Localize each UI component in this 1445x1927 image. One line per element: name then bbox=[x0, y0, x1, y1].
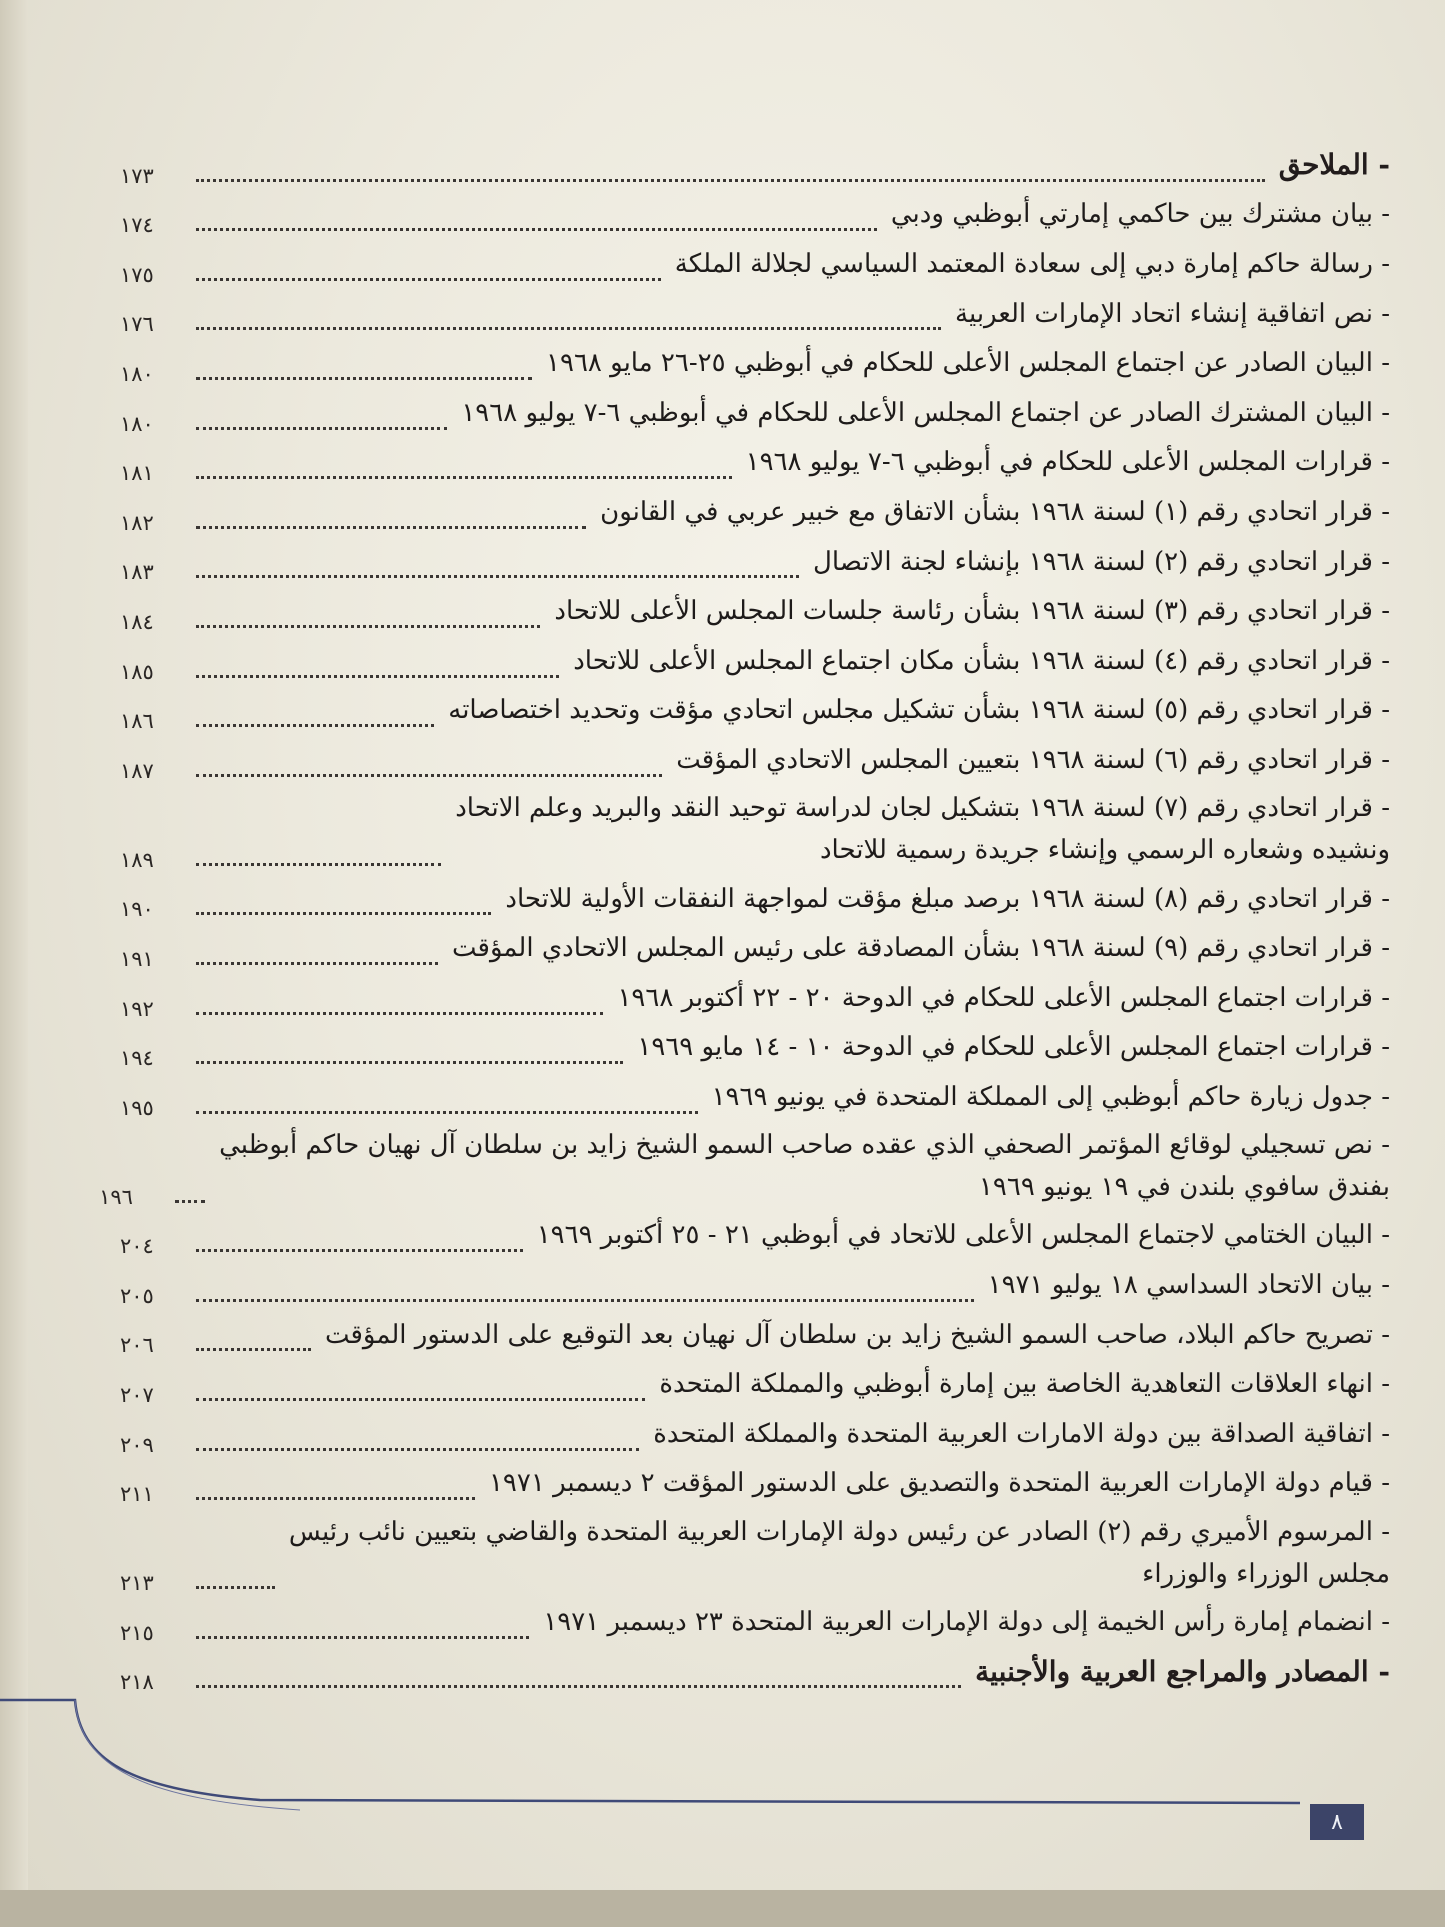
dotted-leader bbox=[196, 774, 662, 777]
toc-entry-title bbox=[452, 927, 1390, 969]
toc-page-number: ١٨٩ bbox=[120, 847, 154, 872]
dotted-leader bbox=[196, 1586, 275, 1589]
toc-entry-title bbox=[455, 787, 1390, 871]
toc-entry bbox=[120, 686, 1390, 736]
toc-page-number: ١٨٠ bbox=[120, 361, 154, 386]
toc-page-number: ١٩٦ bbox=[99, 1184, 133, 1209]
dotted-leader bbox=[196, 476, 732, 479]
toc-entry-title bbox=[891, 193, 1390, 235]
toc-page-number: ١٨٢ bbox=[120, 510, 154, 535]
toc-entry-title-line: - قرارات المجلس الأعلى للحكام في أبوظبي ٦-٧ يوليو ١٩٦٨ bbox=[745, 447, 1390, 478]
toc-entry bbox=[120, 636, 1390, 686]
toc-entry-title-line: - بيان مشترك بين حاكمي إمارتي أبوظبي ودبي bbox=[890, 199, 1390, 230]
toc-entry-title-line: - قرار اتحادي رقم (٩) لسنة ١٩٦٨ بشأن المصادقة على رئيس المجلس الاتحادي المؤقت bbox=[451, 933, 1390, 964]
toc-entry bbox=[120, 785, 1390, 874]
toc-entry-title-line: - المرسوم الأميري رقم (٢) الصادر عن رئيس دولة الإمارات العربية المتحدة والقاضي بتعيين نائب رئيس bbox=[288, 1516, 1390, 1547]
toc-entry-title-line: - قرار اتحادي رقم (٥) لسنة ١٩٦٨ بشأن تشكيل مجلس اتحادي مؤقت وتحديد اختصاصاته bbox=[448, 695, 1390, 726]
toc-page-number: ٢٠٥ bbox=[120, 1283, 154, 1308]
toc-entry bbox=[120, 1260, 1390, 1310]
toc-page-number: ١٩٤ bbox=[120, 1046, 154, 1071]
toc-entry bbox=[120, 487, 1390, 537]
toc-entry-title-line: - الملاحق bbox=[1278, 147, 1390, 181]
toc-entry-title-line: - قرار اتحادي رقم (٦) لسنة ١٩٦٨ بتعيين المجلس الاتحادي المؤقت bbox=[676, 744, 1390, 775]
toc-entry-title bbox=[746, 441, 1390, 483]
table-of-contents bbox=[99, 140, 1390, 1696]
dotted-leader bbox=[196, 1061, 623, 1064]
toc-entry bbox=[120, 1409, 1390, 1459]
page-number: ٨ bbox=[1331, 1809, 1343, 1835]
toc-page-number: ١٧٣ bbox=[120, 163, 154, 188]
toc-entry-title bbox=[659, 1363, 1390, 1405]
toc-page-number: ١٨١ bbox=[120, 461, 154, 486]
toc-page-number: ٢٠٧ bbox=[120, 1383, 154, 1408]
toc-page-number: ١٩٥ bbox=[120, 1095, 154, 1120]
toc-entry bbox=[120, 1597, 1390, 1647]
dotted-leader bbox=[196, 1497, 475, 1500]
toc-entry-title-line: - البيان الصادر عن اجتماع المجلس الأعلى للحكام في أبوظبي ٢٥-٢٦ مايو ١٩٦٨ bbox=[546, 348, 1390, 379]
decorative-curve-line-inner bbox=[75, 1700, 300, 1810]
toc-entry bbox=[120, 438, 1390, 488]
toc-entry-title bbox=[546, 342, 1390, 384]
toc-entry-title bbox=[813, 541, 1390, 583]
toc-page-number: ١٩٢ bbox=[120, 996, 154, 1021]
toc-page-number: ١٨٤ bbox=[120, 609, 154, 634]
toc-page-number: ١٧٥ bbox=[120, 262, 154, 287]
toc-page-number: ١٨٣ bbox=[120, 560, 154, 585]
toc-entry bbox=[120, 1072, 1390, 1122]
dotted-leader bbox=[196, 179, 1265, 182]
toc-entry-title-line: - قرار اتحادي رقم (٧) لسنة ١٩٦٨ بتشكيل لجان لدراسة توحيد النقد والبريد وعلم الاتحاد bbox=[455, 793, 1390, 824]
toc-entry-title-line: بفندق سافوي بلندن في ١٩ يونيو ١٩٦٩ bbox=[978, 1172, 1390, 1203]
dotted-leader bbox=[196, 327, 941, 330]
toc-entry-title-line: - نص اتفاقية إنشاء اتحاد الإمارات العربية bbox=[955, 298, 1390, 329]
toc-page-number: ٢١١ bbox=[120, 1482, 154, 1507]
toc-entry bbox=[120, 1508, 1390, 1597]
toc-entry bbox=[120, 1023, 1390, 1073]
dotted-leader bbox=[196, 675, 559, 678]
toc-entry bbox=[120, 190, 1390, 240]
toc-section-heading bbox=[120, 1647, 1390, 1697]
toc-page-number: ١٩٠ bbox=[120, 897, 154, 922]
toc-page-number: ١٨٥ bbox=[120, 659, 154, 684]
dotted-leader bbox=[196, 427, 447, 430]
toc-entry-title-line: - جدول زيارة حاكم أبوظبي إلى المملكة المتحدة في يونيو ١٩٦٩ bbox=[711, 1081, 1390, 1112]
toc-entry-title bbox=[712, 1076, 1390, 1118]
dotted-leader bbox=[196, 1448, 639, 1451]
toc-page-number: ٢١٣ bbox=[120, 1571, 154, 1596]
toc-entry-title-line: - قرارات اجتماع المجلس الأعلى للحكام في الدوحة ٢٠ - ٢٢ أكتوبر ١٩٦٨ bbox=[617, 982, 1390, 1013]
toc-entry-title bbox=[554, 590, 1390, 632]
toc-entry-title bbox=[289, 1511, 1390, 1595]
toc-entry bbox=[120, 1459, 1390, 1509]
toc-entry-title-line: - البيان الختامي لاجتماع المجلس الأعلى للاتحاد في أبوظبي ٢١ - ٢٥ أكتوبر ١٩٦٩ bbox=[536, 1220, 1390, 1251]
toc-entry-title-line: - قرار اتحادي رقم (٨) لسنة ١٩٦٨ برصد مبلغ مؤقت لمواجهة النفقات الأولية للاتحاد bbox=[505, 883, 1390, 914]
toc-entry-title bbox=[505, 878, 1390, 920]
toc-entry-title bbox=[448, 689, 1390, 731]
toc-page-number: ١٧٦ bbox=[120, 312, 154, 337]
toc-entry-title-line: - قرارات اجتماع المجلس الأعلى للحكام في الدوحة ١٠ - ١٤ مايو ١٩٦٩ bbox=[637, 1032, 1390, 1063]
toc-entry bbox=[120, 874, 1390, 924]
toc-entry-title bbox=[637, 1026, 1390, 1068]
dotted-leader bbox=[196, 912, 491, 915]
toc-page-number: ١٨٧ bbox=[120, 758, 154, 783]
toc-page-number: ٢٠٤ bbox=[120, 1234, 154, 1259]
toc-entry-title-line: - انهاء العلاقات التعاهدية الخاصة بين إمارة أبوظبي والمملكة المتحدة bbox=[659, 1369, 1390, 1400]
toc-entry bbox=[120, 388, 1390, 438]
toc-entry-title bbox=[543, 1601, 1390, 1643]
toc-entry-title-line: - قرار اتحادي رقم (٢) لسنة ١٩٦٨ بإنشاء لجنة الاتصال bbox=[812, 546, 1390, 577]
toc-entry-title bbox=[573, 640, 1390, 682]
toc-entry-title bbox=[219, 1124, 1390, 1208]
toc-entry-title-line: - قرار اتحادي رقم (١) لسنة ١٩٦٨ بشأن الاتفاق مع خبير عربي في القانون bbox=[600, 496, 1390, 527]
toc-entry-title-line: - قيام دولة الإمارات العربية المتحدة والتصديق على الدستور المؤقت ٢ ديسمبر ١٩٧١ bbox=[488, 1468, 1390, 1499]
toc-entry bbox=[120, 1310, 1390, 1360]
toc-page-number: ٢١٥ bbox=[120, 1620, 154, 1645]
toc-entry-title-line: - المصادر والمراجع العربية والأجنبية bbox=[975, 1654, 1390, 1688]
toc-entry-title bbox=[676, 739, 1390, 781]
toc-entry-title-line: - قرار اتحادي رقم (٣) لسنة ١٩٦٨ بشأن رئاسة جلسات المجلس الأعلى للاتحاد bbox=[554, 596, 1390, 627]
dotted-leader bbox=[196, 724, 434, 727]
dotted-leader bbox=[175, 1200, 205, 1203]
toc-page-number: ٢٠٩ bbox=[120, 1432, 154, 1457]
toc-entry bbox=[120, 1211, 1390, 1261]
dotted-leader bbox=[196, 1111, 698, 1114]
dotted-leader bbox=[196, 278, 661, 281]
toc-entry bbox=[120, 239, 1390, 289]
dotted-leader bbox=[196, 1299, 974, 1302]
toc-entry-title-line: - اتفاقية الصداقة بين دولة الامارات العربية المتحدة والمملكة المتحدة bbox=[653, 1418, 1390, 1449]
toc-entry-title bbox=[653, 1413, 1390, 1455]
dotted-leader bbox=[196, 1398, 645, 1401]
toc-entry-title-line: - تصريح حاكم البلاد، صاحب السمو الشيخ زايد بن سلطان آل نهيان بعد التوقيع على الدستور المؤقت bbox=[324, 1319, 1390, 1350]
dotted-leader bbox=[196, 1012, 603, 1015]
toc-page-number: ٢١٨ bbox=[120, 1670, 154, 1695]
toc-entry bbox=[99, 1122, 1390, 1211]
dotted-leader bbox=[196, 962, 438, 965]
toc-entry-title-line: - نص تسجيلي لوقائع المؤتمر الصحفي الذي عقده صاحب السمو الشيخ زايد بن سلطان آل نهيان حاكم أبوظبي bbox=[219, 1130, 1390, 1161]
decorative-curve-line bbox=[0, 1700, 1300, 1803]
toc-entry-title bbox=[537, 1214, 1390, 1256]
dotted-leader bbox=[196, 625, 540, 628]
toc-entry-title bbox=[955, 293, 1390, 335]
toc-entry-title bbox=[675, 243, 1390, 285]
dotted-leader bbox=[196, 1348, 311, 1351]
toc-entry-title bbox=[1279, 144, 1390, 186]
dotted-leader bbox=[196, 863, 441, 866]
toc-entry-title bbox=[600, 491, 1390, 533]
dotted-leader bbox=[196, 526, 586, 529]
toc-entry-title bbox=[617, 977, 1390, 1019]
toc-page-number: ١٩١ bbox=[120, 946, 154, 971]
toc-entry-title-line: - انضمام إمارة رأس الخيمة إلى دولة الإمارات العربية المتحدة ٢٣ ديسمبر ١٩٧١ bbox=[543, 1607, 1390, 1638]
toc-entry-title bbox=[988, 1264, 1390, 1306]
page-number-badge bbox=[1310, 1804, 1364, 1840]
toc-entry bbox=[120, 537, 1390, 587]
toc-entry bbox=[120, 973, 1390, 1023]
toc-entry-title-line: ونشيده وشعاره الرسمي وإنشاء جريدة رسمية للاتحاد bbox=[819, 835, 1390, 866]
toc-section-heading bbox=[120, 140, 1390, 190]
toc-entry-title-line: - البيان المشترك الصادر عن اجتماع المجلس الأعلى للحكام في أبوظبي ٦-٧ يوليو ١٩٦٨ bbox=[461, 397, 1390, 428]
toc-page-number: ١٧٤ bbox=[120, 213, 154, 238]
toc-entry bbox=[120, 923, 1390, 973]
toc-entry-title-line: - قرار اتحادي رقم (٤) لسنة ١٩٦٨ بشأن مكان اجتماع المجلس الأعلى للاتحاد bbox=[573, 645, 1390, 676]
dotted-leader bbox=[196, 1685, 961, 1688]
toc-entry-title bbox=[489, 1462, 1390, 1504]
toc-page-number: ١٨٦ bbox=[120, 709, 154, 734]
toc-page-number: ١٨٠ bbox=[120, 411, 154, 436]
dotted-leader bbox=[196, 1249, 523, 1252]
toc-entry-title-line: - رسالة حاكم إمارة دبي إلى سعادة المعتمد السياسي لجلالة الملكة bbox=[674, 248, 1390, 279]
toc-entry-title bbox=[975, 1651, 1390, 1693]
toc-entry-title-line: مجلس الوزراء والوزراء bbox=[1142, 1558, 1390, 1589]
dotted-leader bbox=[196, 575, 799, 578]
toc-entry-title-line: - بيان الاتحاد السداسي ١٨ يوليو ١٩٧١ bbox=[987, 1270, 1390, 1301]
toc-entry bbox=[120, 735, 1390, 785]
toc-entry bbox=[120, 1359, 1390, 1409]
toc-entry bbox=[120, 289, 1390, 339]
toc-page-number: ٢٠٦ bbox=[120, 1333, 154, 1358]
toc-entry bbox=[120, 586, 1390, 636]
dotted-leader bbox=[196, 1636, 529, 1639]
dotted-leader bbox=[196, 377, 532, 380]
toc-entry-title bbox=[325, 1314, 1390, 1356]
toc-entry bbox=[120, 338, 1390, 388]
toc-entry-title bbox=[461, 392, 1390, 434]
dotted-leader bbox=[196, 228, 877, 231]
